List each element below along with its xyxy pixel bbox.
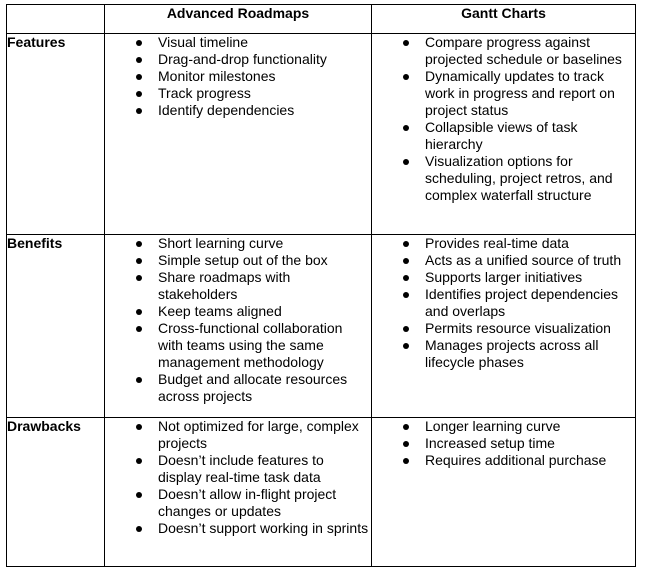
list-item: Not optimized for large, complex projects [105, 418, 371, 452]
list-item: Track progress [105, 85, 371, 102]
bullet-list [372, 235, 635, 371]
list-item: Doesn’t support working in sprints [105, 520, 371, 537]
list-item: Short learning curve [105, 235, 371, 252]
cell-drawbacks-gantt-charts [372, 418, 636, 567]
list-item: Visualization options for scheduling, project retros, and complex waterfall structure [372, 153, 635, 204]
list-item: Supports larger initiatives [372, 269, 635, 286]
list-item: Requires additional purchase [372, 452, 635, 469]
list-item: Identify dependencies [105, 102, 371, 119]
header-advanced-roadmaps: Advanced Roadmaps [105, 5, 372, 34]
list-item: Acts as a unified source of truth [372, 252, 635, 269]
table-row-benefits [7, 235, 636, 418]
header-row [7, 5, 636, 34]
list-item: Collapsible views of task hierarchy [372, 119, 635, 153]
list-item: Provides real-time data [372, 235, 635, 252]
list-item: Keep teams aligned [105, 303, 371, 320]
list-item: Budget and allocate resources across projects [105, 371, 371, 405]
list-item: Cross-functional collaboration with teams using the same management methodology [105, 320, 371, 371]
table-row-drawbacks [7, 418, 636, 567]
bullet-list [372, 418, 635, 469]
cell-drawbacks-advanced-roadmaps [105, 418, 372, 567]
cell-features-gantt-charts [372, 34, 636, 235]
list-item: Share roadmaps with stakeholders [105, 269, 371, 303]
list-item: Permits resource visualization [372, 320, 635, 337]
row-label-features: Features [7, 34, 105, 235]
cell-features-advanced-roadmaps [105, 34, 372, 235]
header-gantt-charts: Gantt Charts [372, 5, 636, 34]
list-item: Visual timeline [105, 34, 371, 51]
bullet-list [105, 418, 371, 537]
table-row-features [7, 34, 636, 235]
list-item: Manages projects across all lifecycle phases [372, 337, 635, 371]
list-item: Compare progress against projected schedule or baselines [372, 34, 635, 68]
list-item: Monitor milestones [105, 68, 371, 85]
list-item: Doesn’t allow in-flight project changes or updates [105, 486, 371, 520]
list-item: Dynamically updates to track work in progress and report on project status [372, 68, 635, 119]
bullet-list [105, 235, 371, 405]
list-item: Identifies project dependencies and overlaps [372, 286, 635, 320]
bullet-list [372, 34, 635, 204]
row-label-benefits: Benefits [7, 235, 105, 418]
cell-benefits-gantt-charts [372, 235, 636, 418]
header-corner-cell [7, 5, 105, 34]
comparison-table [6, 4, 636, 567]
list-item: Drag-and-drop functionality [105, 51, 371, 68]
bullet-list [105, 34, 371, 119]
row-label-drawbacks: Drawbacks [7, 418, 105, 567]
list-item: Longer learning curve [372, 418, 635, 435]
list-item: Doesn’t include features to display real-time task data [105, 452, 371, 486]
list-item: Simple setup out of the box [105, 252, 371, 269]
list-item: Increased setup time [372, 435, 635, 452]
cell-benefits-advanced-roadmaps [105, 235, 372, 418]
